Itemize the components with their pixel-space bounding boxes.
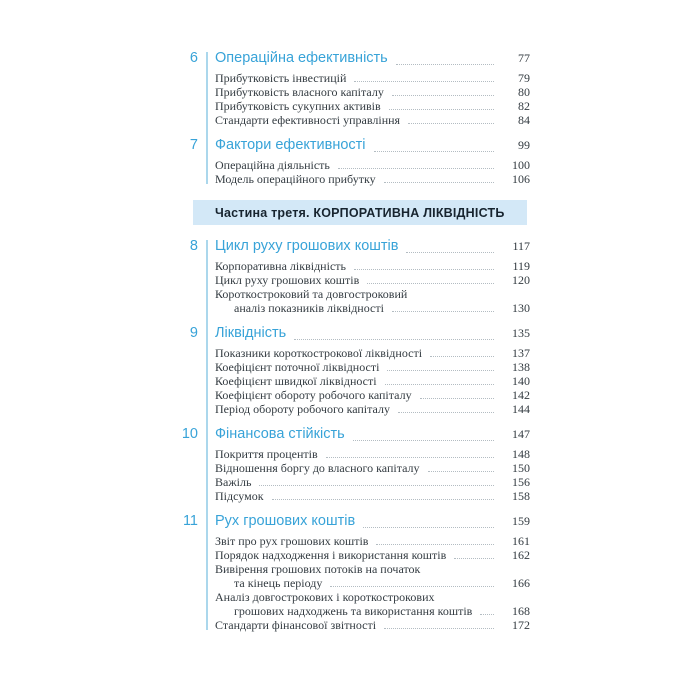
toc-item-title: Коефіцієнт швидкої ліквідності — [215, 374, 377, 388]
chapter-number: 10 — [181, 426, 198, 442]
toc-item-page-number: 82 — [518, 99, 530, 113]
toc-item-title: Прибутковість сукупних активів — [215, 99, 381, 113]
leader-dots — [396, 64, 494, 65]
toc-item-title: Підсумок — [215, 489, 264, 503]
toc-item-row — [180, 534, 530, 548]
toc-item-page-number: 162 — [512, 548, 530, 562]
toc-item-page-number: 100 — [512, 158, 530, 172]
leader-dots — [392, 311, 494, 312]
toc-item-title: Звіт про рух грошових коштів — [215, 534, 369, 548]
toc-item-row — [180, 172, 530, 186]
toc-item-row — [180, 548, 530, 562]
toc-item-title: Коефіцієнт обороту робочого капіталу — [215, 388, 412, 402]
toc-item-row — [180, 360, 530, 374]
toc-item-page-number: 84 — [518, 113, 530, 127]
toc-item-row — [180, 604, 530, 618]
toc-item-row — [180, 590, 530, 604]
toc-item-title: Період обороту робочого капіталу — [215, 402, 390, 416]
toc-item-row — [180, 562, 530, 576]
toc-item-row — [180, 475, 530, 489]
toc-item-row — [180, 388, 530, 402]
toc-item-page-number: 158 — [512, 489, 530, 503]
toc-chapter — [180, 136, 530, 186]
toc-chapter — [180, 425, 530, 503]
leader-dots — [354, 81, 494, 82]
chapter-title: Цикл руху грошових коштів — [215, 238, 399, 254]
toc-item-page-number: 140 — [512, 374, 530, 388]
toc-item-title: Модель операційного прибутку — [215, 172, 376, 186]
toc-item-row — [180, 273, 530, 287]
toc-chapter — [180, 324, 530, 416]
toc-item-title: Аналіз довгострокових і короткострокових — [215, 590, 435, 604]
toc-item-page-number: 79 — [518, 71, 530, 85]
chapter-number: 8 — [189, 238, 198, 254]
toc-item-page-number: 106 — [512, 172, 530, 186]
toc-item-page-number: 130 — [512, 301, 530, 315]
toc-item-row — [180, 447, 530, 461]
leader-dots — [389, 109, 494, 110]
leader-dots — [430, 356, 494, 357]
chapter-page-number: 135 — [512, 326, 530, 340]
leader-dots — [428, 471, 494, 472]
leader-dots — [353, 440, 494, 441]
toc-chapter — [180, 512, 530, 632]
leader-dots — [326, 457, 494, 458]
chapter-title: Операційна ефективність — [215, 50, 388, 66]
leader-dots — [354, 269, 494, 270]
toc-item-page-number: 148 — [512, 447, 530, 461]
toc-item-title: Коефіцієнт поточної ліквідності — [215, 360, 380, 374]
toc-item-page-number: 119 — [512, 259, 530, 273]
leader-dots — [259, 485, 494, 486]
chapter-title: Фактори ефективності — [215, 137, 366, 153]
table-of-contents — [180, 49, 530, 632]
toc-item-title: Прибутковість власного капіталу — [215, 85, 384, 99]
toc-item-page-number: 142 — [512, 388, 530, 402]
toc-item-row — [180, 71, 530, 85]
toc-item-title: Цикл руху грошових коштів — [215, 273, 360, 287]
toc-item-title: грошових надходжень та використання коштів — [234, 604, 473, 618]
chapter-number: 11 — [182, 513, 198, 529]
toc-item-page-number: 138 — [512, 360, 530, 374]
chapter-title-row — [180, 49, 530, 68]
leader-dots — [420, 398, 494, 399]
toc-item-title: Порядок надходження і використання коштів — [215, 548, 447, 562]
toc-item-page-number: 144 — [512, 402, 530, 416]
toc-item-title: та кінець періоду — [234, 576, 323, 590]
chapter-title-row — [180, 512, 530, 531]
leader-dots — [272, 499, 494, 500]
chapter-title-row — [180, 136, 530, 155]
toc-item-row — [180, 85, 530, 99]
toc-item-title: Показники короткострокової ліквідності — [215, 346, 423, 360]
chapter-title-row — [180, 324, 530, 343]
toc-item-title: Відношення боргу до власного капіталу — [215, 461, 420, 475]
leader-dots — [480, 614, 494, 615]
leader-dots — [406, 252, 494, 253]
chapter-page-number: 99 — [518, 138, 530, 152]
leader-dots — [367, 283, 494, 284]
toc-chapter — [180, 237, 530, 315]
leader-dots — [398, 412, 494, 413]
toc-item-row — [180, 113, 530, 127]
leader-dots — [392, 95, 494, 96]
chapter-number: 6 — [189, 50, 198, 66]
toc-item-row — [180, 301, 530, 315]
leader-dots — [338, 168, 494, 169]
leader-dots — [408, 123, 494, 124]
part-header — [193, 200, 527, 225]
leader-dots — [454, 558, 494, 559]
toc-item-title: Прибутковість інвестицій — [215, 71, 347, 85]
toc-item-row — [180, 99, 530, 113]
toc-item-title: Покриття процентів — [215, 447, 318, 461]
toc-group-2 — [180, 237, 530, 632]
toc-item-page-number: 168 — [512, 604, 530, 618]
chapter-number: 7 — [189, 137, 198, 153]
part-header-label: Частина третя. КОРПОРАТИВНА ЛІКВІДНІСТЬ — [215, 205, 505, 220]
chapter-title: Рух грошових коштів — [215, 513, 356, 529]
toc-item-row — [180, 287, 530, 301]
leader-dots — [384, 628, 494, 629]
toc-item-row — [180, 374, 530, 388]
leader-dots — [363, 527, 494, 528]
toc-item-row — [180, 461, 530, 475]
toc-item-page-number: 161 — [512, 534, 530, 548]
toc-item-title: Короткостроковий та довгостроковий — [215, 287, 408, 301]
toc-item-title: Стандарти фінансової звітності — [215, 618, 377, 632]
toc-group-1 — [180, 49, 530, 186]
toc-item-page-number: 150 — [512, 461, 530, 475]
chapter-page-number: 77 — [518, 51, 530, 65]
chapter-page-number: 117 — [512, 239, 530, 253]
toc-item-title: аналіз показників ліквідності — [234, 301, 384, 315]
toc-item-row — [180, 346, 530, 360]
leader-dots — [376, 544, 494, 545]
toc-item-title: Операційна діяльність — [215, 158, 330, 172]
toc-item-page-number: 137 — [512, 346, 530, 360]
toc-item-row — [180, 158, 530, 172]
leader-dots — [374, 151, 494, 152]
chapter-title-row — [180, 237, 530, 256]
toc-item-page-number: 166 — [512, 576, 530, 590]
chapter-title: Фінансова стійкість — [215, 426, 345, 442]
chapter-page-number: 147 — [512, 427, 530, 441]
toc-item-title: Корпоративна ліквідність — [215, 259, 346, 273]
leader-dots — [384, 182, 494, 183]
toc-item-title: Важіль — [215, 475, 252, 489]
leader-dots — [385, 384, 494, 385]
leader-dots — [387, 370, 494, 371]
toc-item-page-number: 80 — [518, 85, 530, 99]
toc-item-title: Стандарти ефективності управління — [215, 113, 401, 127]
toc-item-page-number: 120 — [512, 273, 530, 287]
toc-item-row — [180, 259, 530, 273]
toc-item-row — [180, 576, 530, 590]
chapter-page-number: 159 — [512, 514, 530, 528]
toc-item-title: Вивірення грошових потоків на початок — [215, 562, 421, 576]
toc-item-page-number: 156 — [512, 475, 530, 489]
toc-item-page-number: 172 — [512, 618, 530, 632]
toc-item-row — [180, 489, 530, 503]
leader-dots — [294, 339, 494, 340]
toc-item-row — [180, 402, 530, 416]
chapter-title: Ліквідність — [215, 325, 287, 341]
chapter-number: 9 — [189, 325, 198, 341]
chapter-title-row — [180, 425, 530, 444]
toc-chapter — [180, 49, 530, 127]
toc-item-row — [180, 618, 530, 632]
leader-dots — [330, 586, 494, 587]
